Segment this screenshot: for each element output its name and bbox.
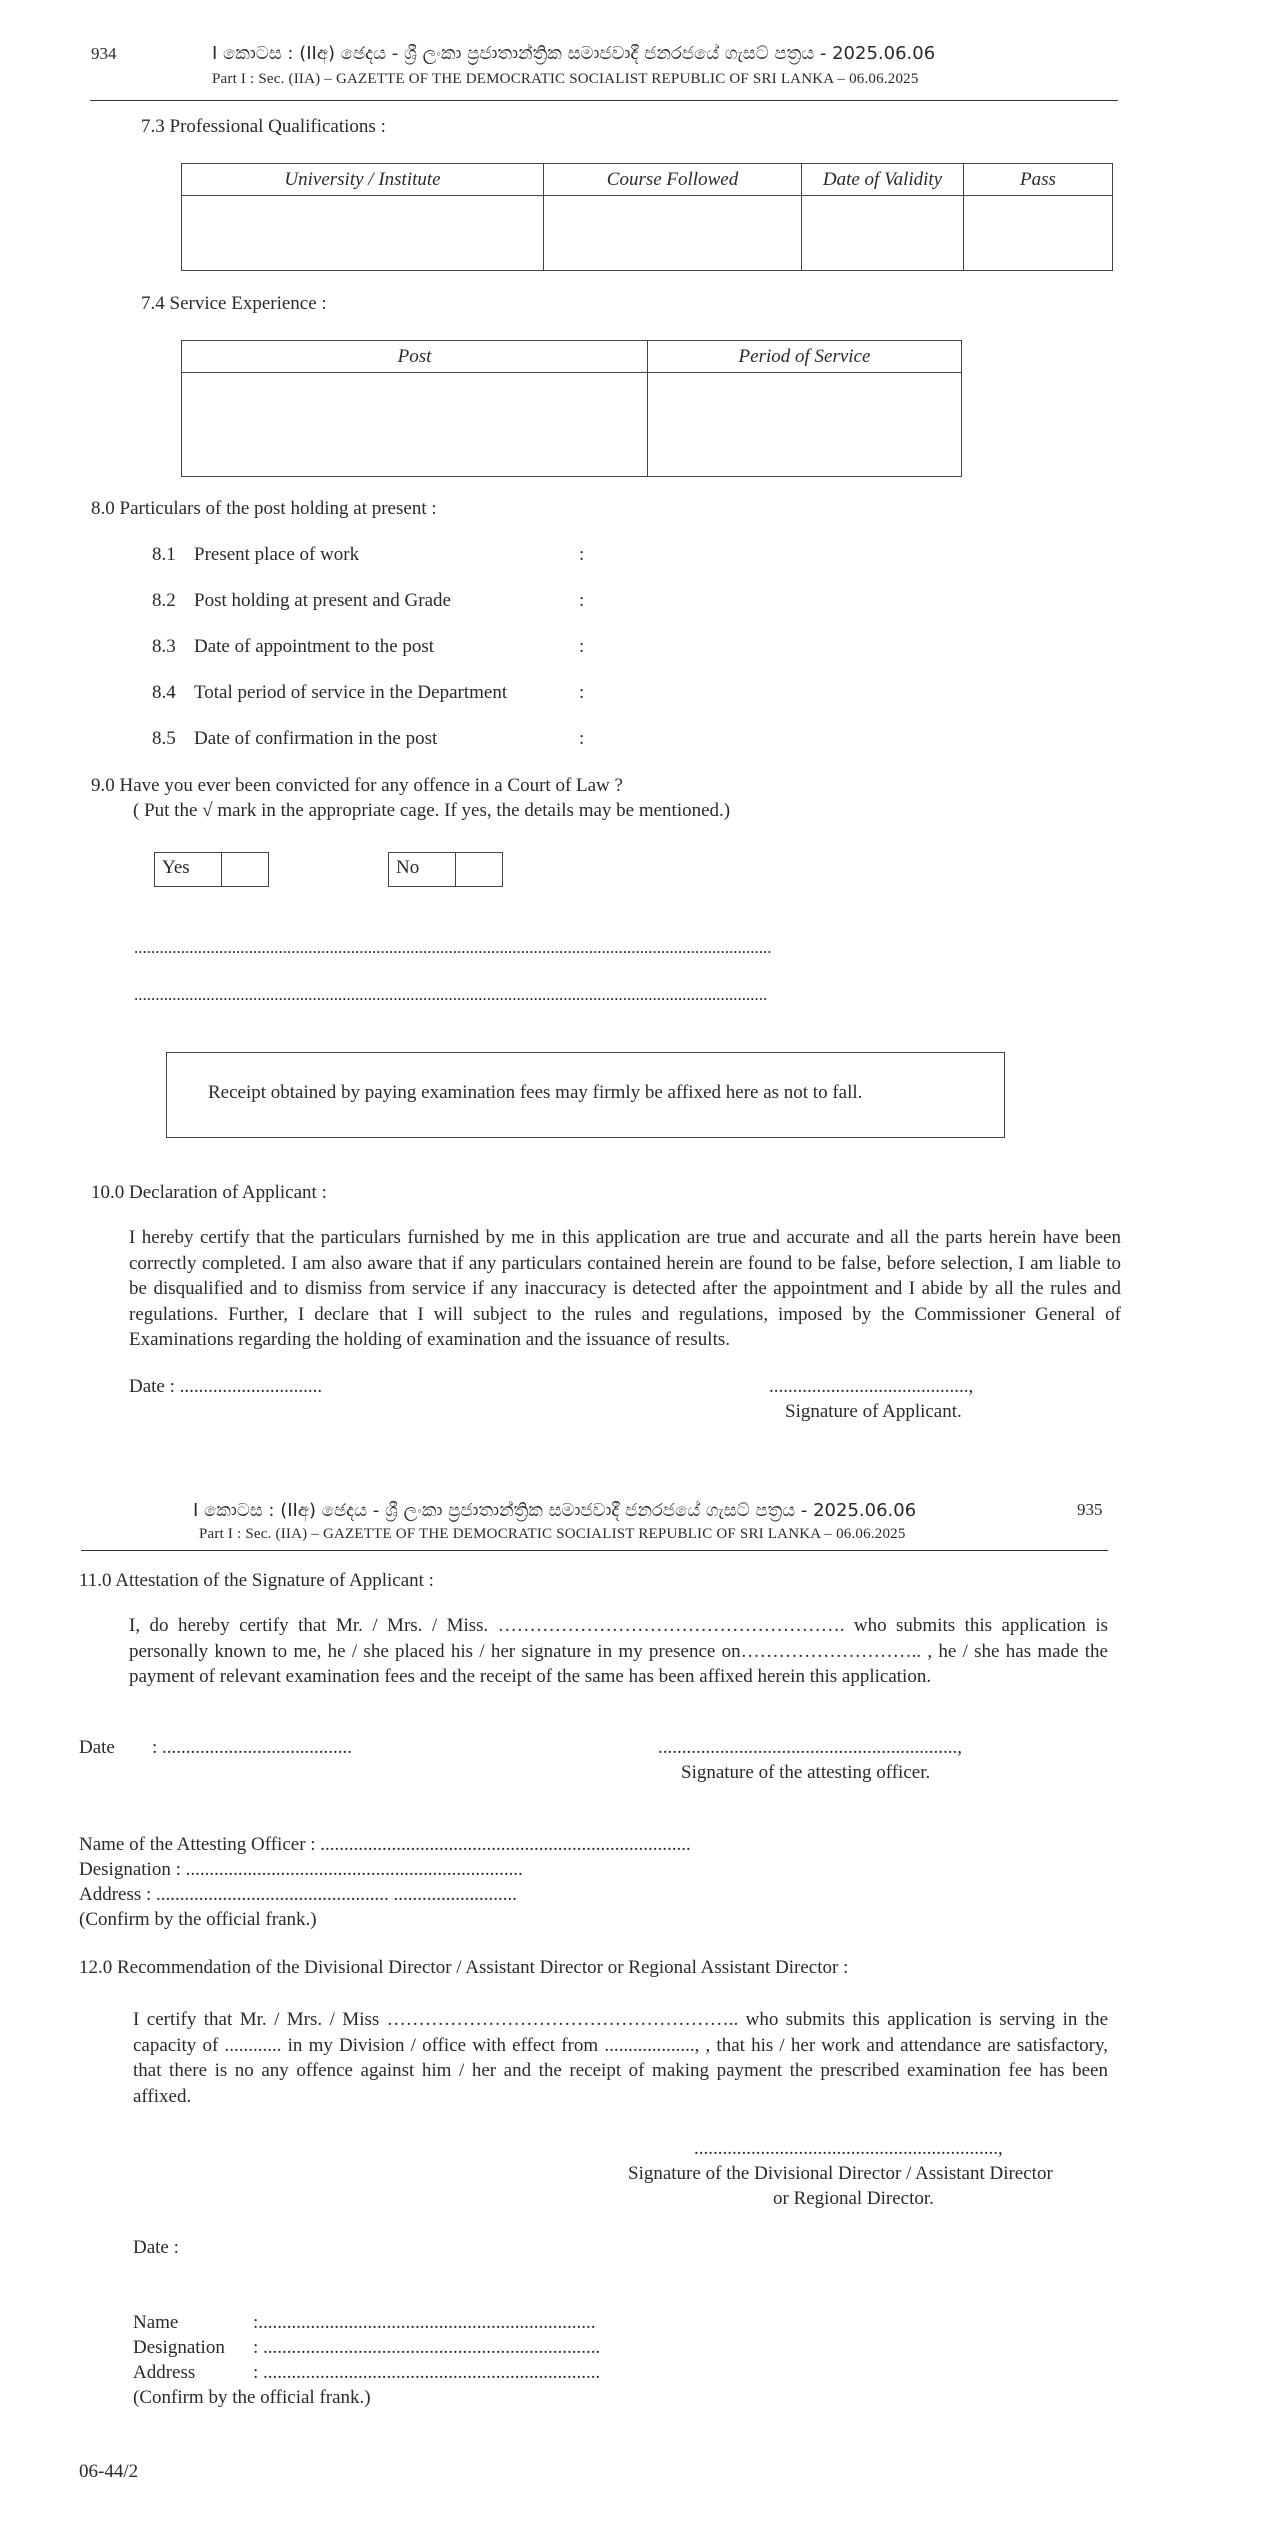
field-label: Address: [133, 2362, 196, 2383]
column-header: Post: [182, 341, 648, 373]
director-address-field[interactable]: : .......................................................................: [253, 2362, 601, 2383]
receipt-affix-box: [166, 1052, 1005, 1138]
item-label: Present place of work: [194, 544, 360, 565]
field-label: Name: [133, 2312, 179, 2333]
offence-details-line[interactable]: .....................................................................................................................................................: [134, 985, 768, 1004]
director-signature-label: or Regional Director.: [773, 2188, 934, 2209]
item-colon[interactable]: :: [579, 590, 585, 611]
official-frank-note: (Confirm by the official frank.): [79, 1909, 317, 1930]
field-label: Designation: [133, 2337, 225, 2358]
section-10-title: 10.0 Declaration of Applicant :: [91, 1182, 327, 1203]
director-signature-line[interactable]: ................................................................,: [694, 2138, 1003, 2159]
header-english-title: Part I : Sec. (IIA) – GAZETTE OF THE DEMOCRATIC SOCIALIST REPUBLIC OF SRI LANKA – 06.06.2025: [199, 1526, 906, 1542]
footer-code: 06-44/2: [79, 2461, 139, 2482]
item-colon[interactable]: :: [579, 636, 585, 657]
attesting-designation-field[interactable]: Designation : .......................................................................: [79, 1859, 523, 1880]
applicant-signature-label: Signature of Applicant.: [785, 1401, 962, 1422]
yes-checkbox-group: [154, 852, 269, 887]
column-header: Course Followed: [544, 164, 802, 196]
item-label: Total period of service in the Department: [194, 682, 508, 703]
header-rule: [81, 1550, 1108, 1551]
column-header: Pass: [964, 164, 1113, 196]
attestation-text: I, do hereby certify that Mr. / Mrs. / Miss. ………………………………………………. who submits this application is personally known to me, he / she placed his / her signature in my presence on……………………….. , he / she has made the payment of relevant examination fees and the receipt of the same has been affixed herein this application.: [129, 1615, 1108, 1687]
applicant-date-field[interactable]: Date : ..............................: [129, 1376, 323, 1397]
section-7-4-title: 7.4 Service Experience :: [141, 293, 327, 314]
official-frank-note: (Confirm by the official frank.): [133, 2387, 371, 2408]
attesting-officer-name-field[interactable]: Name of the Attesting Officer : ..............................................................................: [79, 1834, 691, 1855]
offence-details-line[interactable]: ......................................................................................................................................................: [134, 938, 772, 957]
attesting-date-field[interactable]: : ........................................: [152, 1737, 353, 1758]
no-checkbox-group: [388, 852, 503, 887]
table-cell[interactable]: [182, 373, 648, 477]
table-cell[interactable]: [964, 196, 1113, 271]
item-number: 8.3: [152, 636, 176, 657]
header-rule: [90, 100, 1118, 101]
attesting-date-label: Date: [79, 1737, 115, 1758]
item-number: 8.4: [152, 682, 176, 703]
yes-label: Yes: [162, 857, 190, 878]
attesting-address-field[interactable]: Address : ................................................. ..........................: [79, 1884, 518, 1905]
item-number: 8.1: [152, 544, 176, 565]
header-english-title: Part I : Sec. (IIA) – GAZETTE OF THE DEMOCRATIC SOCIALIST REPUBLIC OF SRI LANKA – 06.06.2025: [212, 71, 919, 87]
item-label: Post holding at present and Grade: [194, 590, 451, 611]
section-12-title: 12.0 Recommendation of the Divisional Director / Assistant Director or Regional Assistant Director :: [79, 1957, 849, 1978]
section-11-title: 11.0 Attestation of the Signature of Applicant :: [79, 1570, 434, 1591]
declaration-text: I hereby certify that the particulars furnished by me in this application are true and accurate and all the parts herein have been correctly completed. I am also aware that if any particulars contained herein are found to be false, before selection, I am liable to be disqualified and to dismiss from service if any inaccuracy is detected after the appointment and I abide by all the rules and regulations. Further, I declare that I will subject to the rules and regulations, imposed by the Commissioner General of Examinations regarding the holding of examination and the issuance of results.: [129, 1227, 1121, 1350]
applicant-signature-line[interactable]: ..........................................,: [769, 1376, 974, 1397]
yes-checkbox[interactable]: [221, 853, 267, 886]
item-colon[interactable]: :: [579, 544, 585, 565]
section-8-title: 8.0 Particulars of the post holding at present :: [91, 498, 437, 519]
section-7-3-title: 7.3 Professional Qualifications :: [141, 116, 386, 137]
column-header: Date of Validity: [802, 164, 964, 196]
item-number: 8.5: [152, 728, 176, 749]
column-header: Period of Service: [648, 341, 962, 373]
item-label: Date of appointment to the post: [194, 636, 435, 657]
director-name-field[interactable]: :.......................................................................: [253, 2312, 596, 2333]
table-cell[interactable]: [182, 196, 544, 271]
director-designation-field[interactable]: : .......................................................................: [253, 2337, 601, 2358]
header-sinhala-title: I කොටස : (IIඅ) ඡෙදය - ශ්‍රී ලංකා ප්‍රජාතාන්ත්‍රික සමාජවාදී ජනරජයේ ගැසට් පත්‍රය - 2025.06.06: [193, 1500, 917, 1521]
page-number: 934: [91, 44, 117, 63]
recommendation-text: I certify that Mr. / Mrs. / Miss ……………………………………………….. who submits this application is serving in the capacity of ............ in my Division / office with effect from ..................., , that his / her work and attendance are satisfactory, that there is no any offence against him / her and the receipt of making payment the prescribed examination fee has been affixed.: [133, 2009, 1108, 2107]
director-signature-label: Signature of the Divisional Director / Assistant Director: [628, 2163, 1053, 2184]
service-experience-table: [181, 340, 962, 477]
receipt-instruction: Receipt obtained by paying examination fees may firmly be affixed here as not to fall.: [208, 1082, 863, 1103]
item-colon[interactable]: :: [579, 728, 585, 749]
item-number: 8.2: [152, 590, 176, 611]
page-number: 935: [1077, 1500, 1103, 1519]
table-cell[interactable]: [544, 196, 802, 271]
column-header: University / Institute: [182, 164, 544, 196]
item-label: Date of confirmation in the post: [194, 728, 438, 749]
qualifications-table: [181, 163, 1113, 271]
table-cell[interactable]: [802, 196, 964, 271]
table-cell[interactable]: [648, 373, 962, 477]
item-colon[interactable]: :: [579, 682, 585, 703]
header-sinhala-title: I කොටස : (IIඅ) ඡෙදය - ශ්‍රී ලංකා ප්‍රජාතාන්ත්‍රික සමාජවාදී ජනරජයේ ගැසට් පත්‍රය - 2025.06.06: [212, 43, 936, 64]
no-label: No: [396, 857, 420, 878]
section-9-note: ( Put the √ mark in the appropriate cage. If yes, the details may be mentioned.): [133, 800, 731, 821]
attesting-signature-line[interactable]: ...............................................................,: [658, 1737, 962, 1758]
attesting-signature-label: Signature of the attesting officer.: [681, 1762, 931, 1783]
recommendation-date-field[interactable]: Date :: [133, 2237, 179, 2258]
no-checkbox[interactable]: [455, 853, 501, 886]
section-9-question: 9.0 Have you ever been convicted for any offence in a Court of Law ?: [91, 775, 623, 796]
